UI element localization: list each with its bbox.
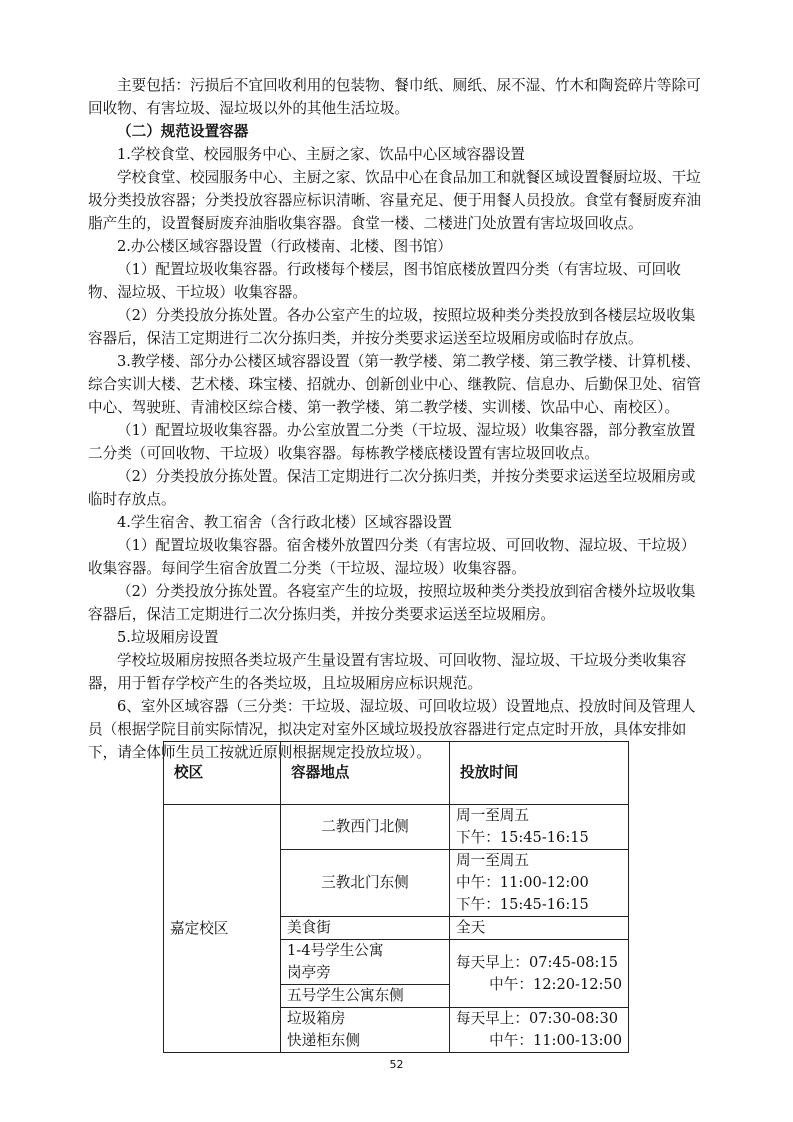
location-text: 二教西门北侧	[321, 818, 409, 835]
header-location: 容器地点	[281, 742, 450, 805]
header-time: 投放时间	[450, 742, 629, 805]
paragraph-dorm-1: （1）配置垃圾收集容器。宿舍楼外放置四分类（有害垃圾、可回收物、湿垃圾、干垃圾）收集容器。每间学生宿舍放置二分类（干垃圾、湿垃圾）收集容器。	[88, 537, 696, 577]
campus-cell: 嘉定校区	[164, 805, 281, 1053]
location-text: 垃圾箱房	[287, 1010, 346, 1027]
paragraph-garbage-room: 学校垃圾厢房按照各类垃圾产生量设置有害垃圾、可回收物、湿垃圾、干垃圾分类收集容器，用于暂存学校产生的各类垃圾，且垃圾厢房应标识规范。	[88, 652, 687, 692]
paragraph-office-1: （1）配置垃圾收集容器。行政楼每个楼层，图书馆底楼放置四分类（有害垃圾、可回收物、湿垃圾、干垃圾）收集容器。	[88, 261, 681, 301]
paragraph-dorm-2: （2）分类投放分拣处置。各寝室产生的垃圾，按照垃圾种类分类投放到宿舍楼外垃圾收集容器后，保洁工定期进行二次分拣归类，并按分类要求运送至垃圾厢房。	[88, 583, 696, 623]
time-cell	[450, 1008, 629, 1053]
time-cell	[450, 805, 629, 850]
location-text: 岗亭旁	[287, 964, 331, 981]
time-text: 周一至周五	[456, 852, 529, 869]
document-body	[88, 74, 708, 764]
location-cell	[281, 850, 450, 917]
page-number: 52	[389, 1058, 404, 1071]
paragraph-office-2: （2）分类投放分拣处置。各办公室产生的垃圾，按照垃圾种类分类投放到各楼层垃圾收集容器后，保洁工定期进行二次分拣归类，并按分类要求运送至垃圾厢房或临时存放点。	[88, 307, 696, 347]
subheading-office: 2.办公楼区域容器设置（行政楼南、北楼、图书馆）	[117, 238, 452, 255]
time-text: 中午：11:00-13:00	[489, 1032, 622, 1049]
location-text: 快递柜东侧	[287, 1032, 360, 1049]
location-cell	[281, 985, 450, 1008]
time-cell	[450, 850, 629, 917]
paragraph-canteen: 学校食堂、校园服务中心、主厨之家、饮品中心在食品加工和就餐区域设置餐厨垃圾、干垃圾分类投放容器；分类投放容器应标识清晰、容量充足、便于用餐人员投放。食堂有餐厨废弃油脂产生的，设置餐厨废弃油脂收集容器。食堂一楼、二楼进门处放置有害垃圾回收点。	[88, 169, 701, 232]
location-text: 三教北门东侧	[321, 874, 409, 891]
time-text: 下午：15:45-16:15	[456, 829, 589, 846]
time-text: 周一至周五	[456, 807, 529, 824]
time-text: 中午：11:00-12:00	[456, 874, 589, 891]
table-row	[164, 805, 629, 850]
location-text: 1-4号学生公寓	[287, 942, 384, 959]
location-cell	[281, 917, 450, 940]
subheading-dorm: 4.学生宿舍、教工宿舍（含行政北楼）区域容器设置	[117, 514, 452, 531]
location-text: 五号学生公寓东侧	[287, 987, 404, 1004]
time-cell	[450, 917, 629, 940]
location-cell	[281, 940, 450, 985]
subheading-teaching: 3.教学楼、部分办公楼区域容器设置（第一教学楼、第二教学楼、第三教学楼、计算机楼、综合实训大楼、艺术楼、珠宝楼、招就办、创新创业中心、继教院、信息办、后勤保卫处、宿管中心、驾驶班、青浦校区综合楼、第一教学楼、第二教学楼、实训楼、饮品中心、南校区）。	[88, 353, 701, 416]
time-text: 中午：12:20-12:50	[489, 975, 622, 993]
time-text: 下午：15:45-16:15	[456, 896, 589, 913]
paragraph-outdoor: 6、室外区域容器（三分类：干垃圾、湿垃圾、可回收垃圾）设置地点、投放时间及管理人员（根据学院目前实际情况，拟决定对室外区域垃圾投放容器进行定点定时开放，具体安排如下，请全体师生员工按就近原则根据规定投放垃圾）。	[88, 698, 696, 761]
location-cell	[281, 1008, 450, 1053]
subheading-garbage-room: 5.垃圾厢房设置	[117, 629, 219, 646]
paragraph-teaching-1: （1）配置垃圾收集容器。办公室放置二分类（干垃圾、湿垃圾）收集容器，部分教室放置二分类（可回收物、干垃圾）收集容器。每栋教学楼底楼设置有害垃圾回收点。	[88, 422, 696, 462]
time-text: 每天早上：07:30-08:30	[456, 1010, 619, 1027]
section-heading-containers: （二）规范设置容器	[117, 123, 249, 140]
time-text: 每天早上：07:45-08:15	[456, 953, 619, 971]
location-cell	[281, 805, 450, 850]
table-header-row	[164, 742, 629, 805]
time-text: 全天	[456, 919, 486, 936]
container-schedule-table	[163, 741, 629, 1053]
location-text: 美食街	[287, 919, 331, 936]
paragraph-other-waste: 主要包括：污损后不宜回收利用的包装物、餐巾纸、厕纸、尿不湿、竹木和陶瓷碎片等除可回收物、有害垃圾、湿垃圾以外的其他生活垃圾。	[88, 77, 701, 117]
subheading-canteen: 1.学校食堂、校园服务中心、主厨之家、饮品中心区域容器设置	[117, 146, 525, 163]
paragraph-teaching-2: （2）分类投放分拣处置。保洁工定期进行二次分拣归类，并按分类要求运送至垃圾厢房或临时存放点。	[88, 468, 696, 508]
header-campus: 校区	[164, 742, 281, 805]
time-cell	[450, 940, 629, 1008]
